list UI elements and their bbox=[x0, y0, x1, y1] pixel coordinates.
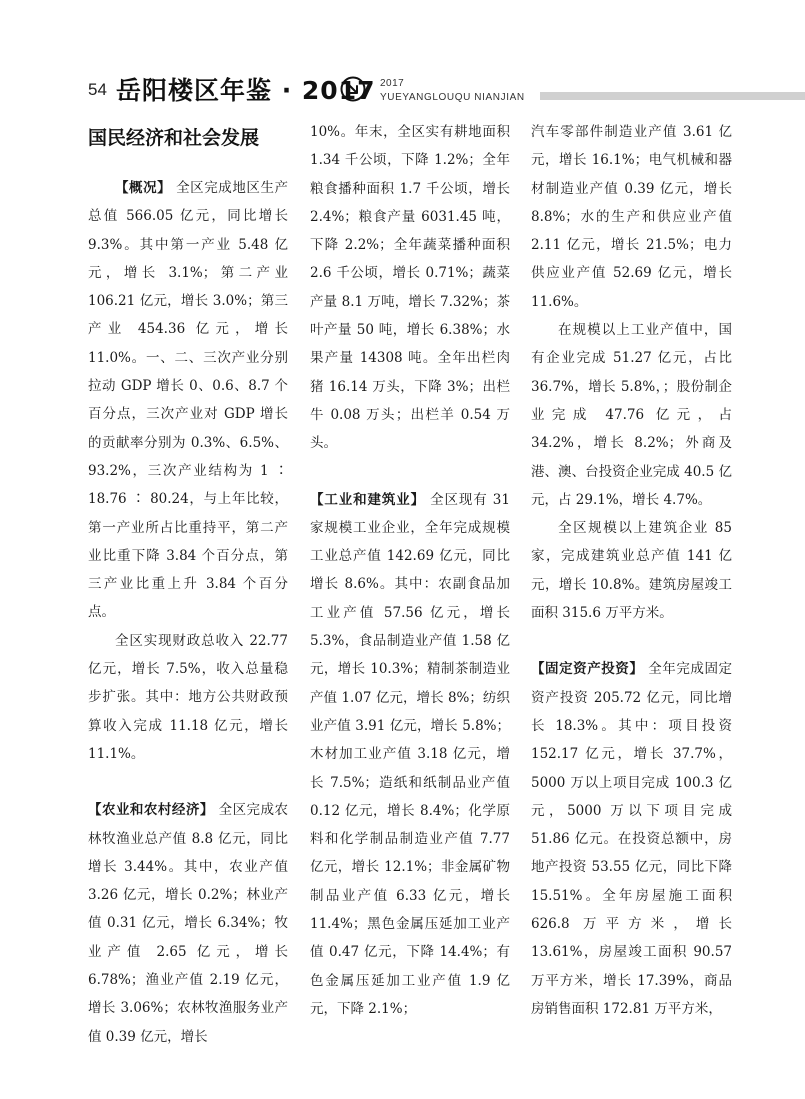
header-rule bbox=[540, 92, 805, 100]
overview-text: 全区完成地区生产总值 566.05 亿元，同比增长 9.3%。其中第一产业 5.48 亿元，增长 3.1%；第二产业 106.21 亿元，增长 3.0%；第三产业 454.36 亿元，增长 11.0%。一、二、三次产业分别拉动 GDP 增长 0、0.6、8.7 个百分点，三次产业对 GDP 增长的贡献率分别为 0.3%、6.5%、93.2%，三次产业结构为 1 ∶ 18.76 ∶ 80.24，与上年比较，第一产业所占比重持平，第二产业比重下降 3.84 个百分点，第三产业比重上升 3.84 个百分点。 bbox=[88, 180, 289, 621]
header-sub-year: 2017 bbox=[380, 78, 405, 89]
article-title: 国民经济和社会发展 bbox=[88, 127, 260, 149]
construction-paragraph: 全区规模以上建筑企业 85 家，完成建筑业总产值 141 亿元，增长 10.8%。建筑房屋竣工面积 315.6 万平方米。 bbox=[531, 520, 732, 622]
agri-paragraph-continued: 10%。年末，全区实有耕地面积 1.34 千公顷，下降 1.2%；全年粮食播种面积 1.7 千公顷，增长 2.4%；粮食产量 6031.45 吨，下降 2.2%；全年蔬菜播种面积 2.6 千公顷，增长 0.71%；蔬菜产量 8.1 万吨，增长 7.32%；茶叶产量 50 吨，增长 6.38%；水果产量 14308 吨。全年出栏肉猪 16.14 万头，下降 3%；出栏牛 0.08 万头；出栏羊 0.54 万头。 bbox=[310, 124, 510, 452]
agri-heading: 【农业和农村经济】 bbox=[88, 802, 214, 819]
investment-paragraph bbox=[531, 655, 732, 1023]
investment-heading: 【固定资产投资】 bbox=[531, 661, 644, 678]
column-1 bbox=[88, 118, 288, 1051]
spacer bbox=[88, 768, 288, 796]
column-3 bbox=[531, 118, 732, 1023]
header-sub-pinyin: YUEYANGLOUQU NIANJIAN bbox=[380, 92, 525, 103]
investment-text: 全年完成固定资产投资 205.72 亿元，同比增长 18.3%。其中：项目投资 152.17 亿元，增长 37.7%，5000 万以上项目完成 100.3 亿元，5000 万以下项目完成 51.86 亿元。在投资总额中，房地产投资 53.55 亿元，同比下降 15.51%。全年房屋施工面积 626.8 万平方米，增长 13.61%，房屋竣工面积 90.57 万平方米，增长 17.39%，商品房销售面积 172.81 万平方米， bbox=[531, 661, 733, 1017]
agri-paragraph bbox=[88, 796, 288, 1051]
circle-arrow-icon bbox=[340, 76, 366, 102]
column-2 bbox=[310, 118, 510, 1023]
book-title: 岳阳楼区年鉴 · 2017 bbox=[116, 76, 376, 105]
overview-heading: 【概况】 bbox=[115, 180, 172, 196]
finance-paragraph: 全区实现财政总收入 22.77 亿元，增长 7.5%，收入总量稳步扩张。其中：地方公共财政预算收入完成 11.18 亿元，增长 11.1%。 bbox=[88, 632, 288, 762]
industry-paragraph-continued: 汽车零部件制造业产值 3.61 亿元，增长 16.1%；电气机械和器材制造业产值 0.39 亿元，增长 8.8%；水的生产和供应业产值 2.11 亿元，增长 21.5%；电力供应业产值 52.69 亿元，增长 11.6%。 bbox=[531, 124, 732, 310]
page-header bbox=[0, 0, 805, 120]
industry-heading: 【工业和建筑业】 bbox=[310, 491, 425, 508]
overview-paragraph bbox=[88, 174, 288, 627]
industry-text: 全区现有 31 家规模工业企业，全年完成规模工业总产值 142.69 亿元，同比增长 8.6%。其中：农副食品加工业产值 57.56 亿元，增长 5.3%，食品制造业产值 1.58 亿元，增长 10.3%；精制茶制造业产值 1.07 亿元，增长 8%；纺织业产值 3.91 亿元，增长 5.8%；木材加工业产值 3.18 亿元，增长 7.5%；造纸和纸制品业产值 0.12 亿元，增长 8.4%；化学原料和化学制品制造业产值 7.77 亿元，增长 12.1%；非金属矿物制品业产值 6.33 亿元，增长 11.4%；黑色金属压延加工业产值 0.47 亿元，下降 14.4%；有色金属压延加工业产值 1.9 亿元，下降 2.1%； bbox=[310, 491, 510, 1017]
page-number: 54 bbox=[88, 80, 107, 99]
spacer bbox=[310, 458, 510, 486]
industry-paragraph bbox=[310, 486, 510, 1024]
ownership-paragraph: 在规模以上工业产值中，国有企业完成 51.27 亿元，占比 36.7%，增长 5.8%，；股份制企业完成 47.76 亿元，占 34.2%，增长 8.2%；外商及港、澳、台投资企业完成 40.5 亿元，占 29.1%，增长 4.7%。 bbox=[531, 322, 732, 508]
agri-text: 全区完成农林牧渔业总产值 8.8 亿元，同比增长 3.44%。其中，农业产值 3.26 亿元，增长 0.2%；林业产值 0.31 亿元，增长 6.34%；牧业产值 2.65 亿元，增长 6.78%；渔业产值 2.19 亿元，增长 3.06%；农林牧渔服务业产值 0.39 亿元，增长 bbox=[88, 802, 289, 1045]
spacer bbox=[531, 627, 732, 655]
